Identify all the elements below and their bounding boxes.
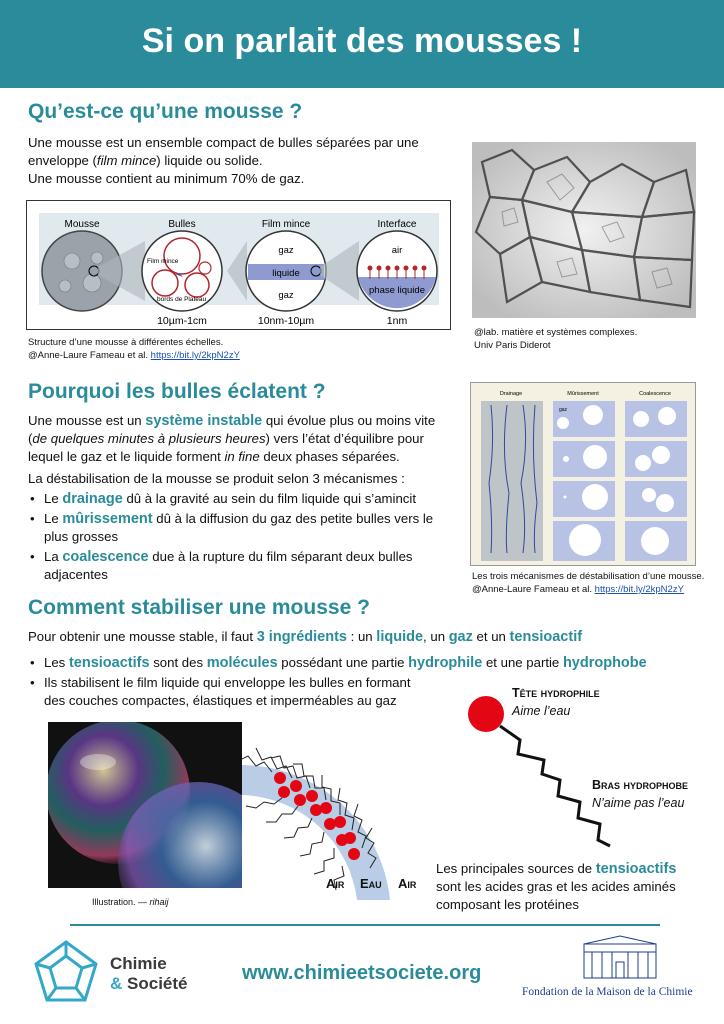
surfactant-film-svg: [242, 680, 422, 900]
page-title: Si on parlait des mousses !: [141, 22, 583, 60]
tail-title: Bras hydrophobe: [592, 778, 689, 792]
bubble-photo: [48, 722, 242, 888]
scale-interface: 1nm: [386, 315, 408, 327]
diagram-label-bulles: Bulles: [168, 219, 196, 230]
foam-structure-diagram: [26, 200, 451, 330]
mechanism-murissement: • Le mûrissement dû à la diffusion du gaz des petite bulles vers le plus grosses: [28, 510, 458, 546]
section3-heading: Comment stabiliser une mousse ?: [28, 596, 370, 619]
foam-structure-svg: [27, 201, 450, 329]
sources-text: Les principales sources de tensioactifs sont les acides gras et les acides aminés composant les protéines: [436, 861, 677, 912]
tail-subtitle: N’aime pas l’eau: [592, 796, 685, 810]
foam-photo-svg: [472, 142, 696, 318]
intro-line1: Une mousse est un ensemble compact de bulles séparées par une: [28, 135, 419, 150]
bubble-photo-caption: Illustration. — rihaij: [92, 897, 169, 907]
intro-line3: Une mousse contient au minimum 70% de gaz.: [28, 171, 305, 186]
tensioactif-definition: • Les tensioactifs sont des molécules possédant une partie hydrophile et une partie hydrophobe: [28, 654, 708, 672]
gas-bottom-label: gaz: [278, 290, 294, 301]
head-subtitle: Aime l’eau: [512, 704, 571, 718]
liquid-label: liquide: [272, 268, 300, 279]
air-label: air: [391, 245, 403, 256]
scale-bulles: 10µm-1cm: [157, 315, 207, 327]
figure-col-murissement: Mûrissement: [567, 391, 599, 397]
air-left-label: Air: [326, 876, 345, 891]
plateau-label: bords de Plateau: [157, 296, 207, 303]
gas-top-label: gaz: [278, 245, 294, 256]
diagram-caption: Structure d’une mousse à différentes échelles. @Anne-Laure Fameau et al. https://bit.ly/2kpN2zY: [28, 337, 240, 361]
section2-paragraph: Une mousse est un système instable qui évolue plus ou moins vite (de quelques minutes à plusieurs heures) vers l’état d’équilibre pour lequel le gaz et le liquide forment in fine deux phases séparées. La déstabilisation de la mousse se produit selon 3 mécanismes : • Le drainage dû à la gravité au sein du film liquide qui s’amincit • Le mûrissement dû à la diffusion du gaz des petite bulles vers le plus grosses • La coalescence due à la rupture du film séparant deux bulles adjacentes: [28, 412, 458, 586]
fondation-building-icon: [580, 934, 660, 982]
diagram-label-mousse: Mousse: [64, 219, 100, 230]
chimie-societe-logo-icon: [30, 938, 102, 1010]
tensioactif-role: • Ils stabilisent le film liquide qui enveloppe les bulles en formant des couches compactes, élastiques et imperméables au gaz: [28, 674, 428, 710]
mechanisms-caption-link[interactable]: https://bit.ly/2kpN2zY: [594, 584, 684, 595]
film-label: Film mince: [147, 258, 179, 265]
photo-caption: @lab. matière et systèmes complexes. Univ Paris Diderot: [474, 327, 638, 351]
eau-label: Eau: [360, 876, 382, 891]
mechanisms-svg: [471, 383, 695, 565]
mechanism-coalescence: • La coalescence due à la rupture du film séparant deux bulles adjacentes: [28, 548, 458, 584]
chimie-societe-brand[interactable]: Chimie & Société: [110, 954, 188, 993]
mechanisms-figure: [470, 382, 696, 566]
mechanisms-caption: Les trois mécanismes de déstabilisation d’une mousse. @Anne-Laure Fameau et al. https://bit.ly/2kpN2zY: [472, 571, 705, 595]
footer-divider: [70, 924, 660, 926]
section1-intro: [28, 134, 448, 188]
foam-photo: [472, 142, 696, 318]
mechanisms-list: [28, 490, 458, 584]
section3-intro: Pour obtenir une mousse stable, il faut 3 ingrédients : un liquide, un gaz et un tensioactif: [28, 629, 583, 645]
head-title: Tête hydrophile: [512, 686, 600, 700]
page-header: [0, 0, 724, 88]
fondation-name[interactable]: Fondation de la Maison de la Chimie: [522, 986, 693, 998]
website-link[interactable]: www.chimieetsociete.org: [242, 962, 482, 984]
figure-col-drainage: Drainage: [499, 391, 523, 397]
mechanisms-intro: La déstabilisation de la mousse se produit selon 3 mécanismes :: [28, 471, 405, 486]
section1-heading: Qu’est-ce qu’une mousse ?: [28, 100, 303, 123]
diagram-label-interface: Interface: [377, 219, 417, 230]
diagram-caption-link[interactable]: https://bit.ly/2kpN2zY: [150, 350, 240, 361]
figure-col-coalescence: Coalescence: [639, 391, 671, 397]
figure-gaz-label: gaz: [559, 407, 568, 413]
surfactant-molecule-svg: [460, 690, 710, 850]
mechanism-drainage: • Le drainage dû à la gravité au sein du film liquide qui s’amincit: [28, 490, 458, 508]
section2-heading: Pourquoi les bulles éclatent ?: [28, 380, 326, 403]
phase-liquide-label: phase liquide: [369, 285, 425, 296]
intro-line2: enveloppe (film mince) liquide ou solide.: [28, 153, 263, 168]
diagram-label-film: Film mince: [261, 219, 311, 230]
surfactant-molecule: [460, 690, 710, 850]
bubble-photo-svg: [48, 722, 242, 888]
surfactant-film-diagram: [242, 680, 422, 900]
air-right-label: Air: [398, 876, 417, 891]
scale-film: 10nm-10µm: [257, 315, 315, 327]
